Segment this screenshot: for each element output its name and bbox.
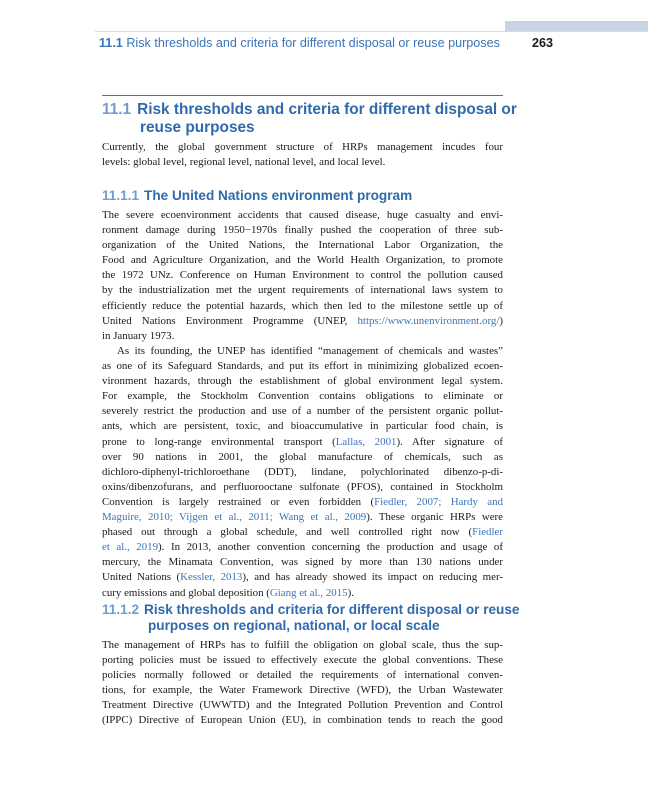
text-fragment: ) [499, 314, 503, 327]
text-line: porting policies must be issued to effectively execute the global conventions. These [102, 654, 503, 667]
subsection-1-paragraph-2 [102, 344, 503, 601]
running-head [99, 36, 553, 54]
subsection-2-number: 11.1.2 [102, 602, 140, 617]
text-fragment: ). After signature of [396, 435, 504, 448]
subsection-1-number: 11.1.1 [102, 188, 140, 203]
text-line: dichloro-diphenyl-trichloroethane (DDT), lindane, polychlorinated dibenzo-p-di- [102, 465, 503, 478]
citation-link[interactable]: Fiedler [472, 526, 503, 539]
subsection-1-title: The United Nations environment program [144, 188, 413, 203]
text-line: mercury, the Minamata Convention, was signed by more than 130 nations under [102, 556, 503, 569]
section-heading [102, 101, 522, 137]
text-line [102, 570, 503, 585]
text-fragment: prone to long-range environmental transport ( [102, 435, 336, 448]
section-number: 11.1 [102, 101, 132, 118]
citation-link[interactable]: Giang et al., 2015 [269, 586, 348, 599]
text-fragment: ). [347, 586, 354, 599]
subsection-1-paragraph-1 [102, 208, 503, 344]
citation-link[interactable]: Fiedler, 2007; Hardy and [374, 495, 503, 508]
text-line: by the industrialization met the urgent requirements of international laws system to [102, 284, 503, 297]
text-line: organization of the United Nations, the International Labor Organization, the [102, 239, 503, 252]
text-line [102, 314, 503, 329]
text-line [102, 540, 503, 555]
text-fragment: Convention is largely restrained or even forbidden ( [102, 495, 375, 508]
citation-link[interactable]: Kessler, 2013 [180, 571, 243, 584]
subsection-2-paragraph [102, 638, 503, 729]
citation-link[interactable]: Lallas, 2001 [335, 435, 397, 448]
text-line: ronment damage during 1950−1970s finally pushed the cooperation of three sub- [102, 224, 503, 237]
text-line: Food and Agriculture Organization, and the World Health Organization, to promote [102, 254, 503, 267]
text-fragment: ). These organic HRPs were [366, 511, 503, 524]
text-line [102, 586, 503, 601]
text-line: As its founding, the UNEP has identified “management of chemicals and wastes” [117, 345, 503, 357]
subsection-2-title-line2: purposes on regional, national, or local scale [148, 618, 440, 633]
text-line: the 1972 UNz. Conference on Human Environment to control the pollution caused [102, 269, 503, 282]
text-line: levels: global level, regional level, national level, and local level. [102, 156, 386, 169]
text-fragment: phased out through a global schedule, and well controlled right now ( [102, 526, 473, 539]
page-number: 263 [531, 36, 553, 50]
subsection-1-heading [102, 188, 522, 204]
text-line: tions, for example, the Water Framework Directive (WFD), the Urban Wastewater [102, 684, 503, 697]
text-line: as one of its Safeguard Standards, and put its effort in minimizing globalized ecoen- [102, 360, 503, 373]
text-line [102, 435, 503, 450]
text-fragment: cury emissions and global deposition ( [102, 586, 270, 599]
header-rule [95, 31, 648, 32]
text-line: The severe ecoenvironment accidents that caused disease, huge casualty and envi- [102, 209, 503, 221]
text-fragment: United Nations Environment Programme (UNEP, [102, 314, 358, 327]
subsection-2-title-line1: Risk thresholds and criteria for different disposal or reuse [144, 602, 520, 617]
text-line: Currently, the global government structure of HRPs management incudes four [102, 141, 503, 153]
text-line: severely restrict the production and use of a number of the persistent organic pollut- [102, 405, 503, 418]
text-fragment: United Nations ( [102, 571, 181, 584]
text-line: over 90 nations in 2001, the global manufacture of chemicals, such as [102, 450, 503, 463]
text-line: Treatment Directive (UWWTD) and the Integrated Pollution Prevention and Control [102, 699, 503, 712]
text-fragment: ). In 2013, another convention concerning the production and usage of [158, 541, 503, 554]
text-line [102, 495, 503, 510]
text-line: (IPPC) Directive of European Union (EU), in combination tends to reach the good [102, 714, 503, 727]
section-title-line2: reuse purposes [140, 119, 255, 136]
text-line: oxins/dibenzofurans, and perfluorooctane sulfonate (PFOS), contained in Stockholm [102, 480, 503, 493]
running-head-section-number: 11.1 [99, 36, 123, 50]
text-line: vironment hazards, through the establishment of global environment legal system. [102, 375, 503, 388]
text-line: The management of HRPs has to fulfill the obligation on global scale, thus the sup- [102, 639, 503, 651]
unep-url-link[interactable]: https://www.unenvironment.org/ [357, 314, 500, 327]
text-line [102, 525, 503, 540]
citation-link[interactable]: et al., 2019 [102, 541, 159, 554]
text-line: policies normally followed or detailed the requirements of international conven- [102, 669, 503, 682]
text-line: efficiently reduce the potential hazards, which then led to the milestone settle up of [102, 299, 503, 312]
section-rule [102, 95, 503, 96]
text-fragment: ), and has already showed its impact on reducing mer- [242, 571, 504, 584]
section-intro-paragraph [102, 140, 503, 170]
header-accent-bar [505, 21, 648, 31]
text-line: For example, the Stockholm Convention contains obligations to eliminate or [102, 390, 503, 403]
text-line [102, 510, 503, 525]
citation-link[interactable]: Maguire, 2010; Vijgen et al., 2011; Wang et al., 2009 [102, 511, 367, 524]
text-line: ants, which are persistent, toxic, and bioaccumulative in particular food chain, is [102, 420, 503, 433]
section-title-line1: Risk thresholds and criteria for different disposal or [137, 101, 517, 118]
text-line: in January 1973. [102, 329, 175, 342]
running-head-title: Risk thresholds and criteria for different disposal or reuse purposes [126, 36, 500, 50]
subsection-2-heading [102, 602, 522, 634]
